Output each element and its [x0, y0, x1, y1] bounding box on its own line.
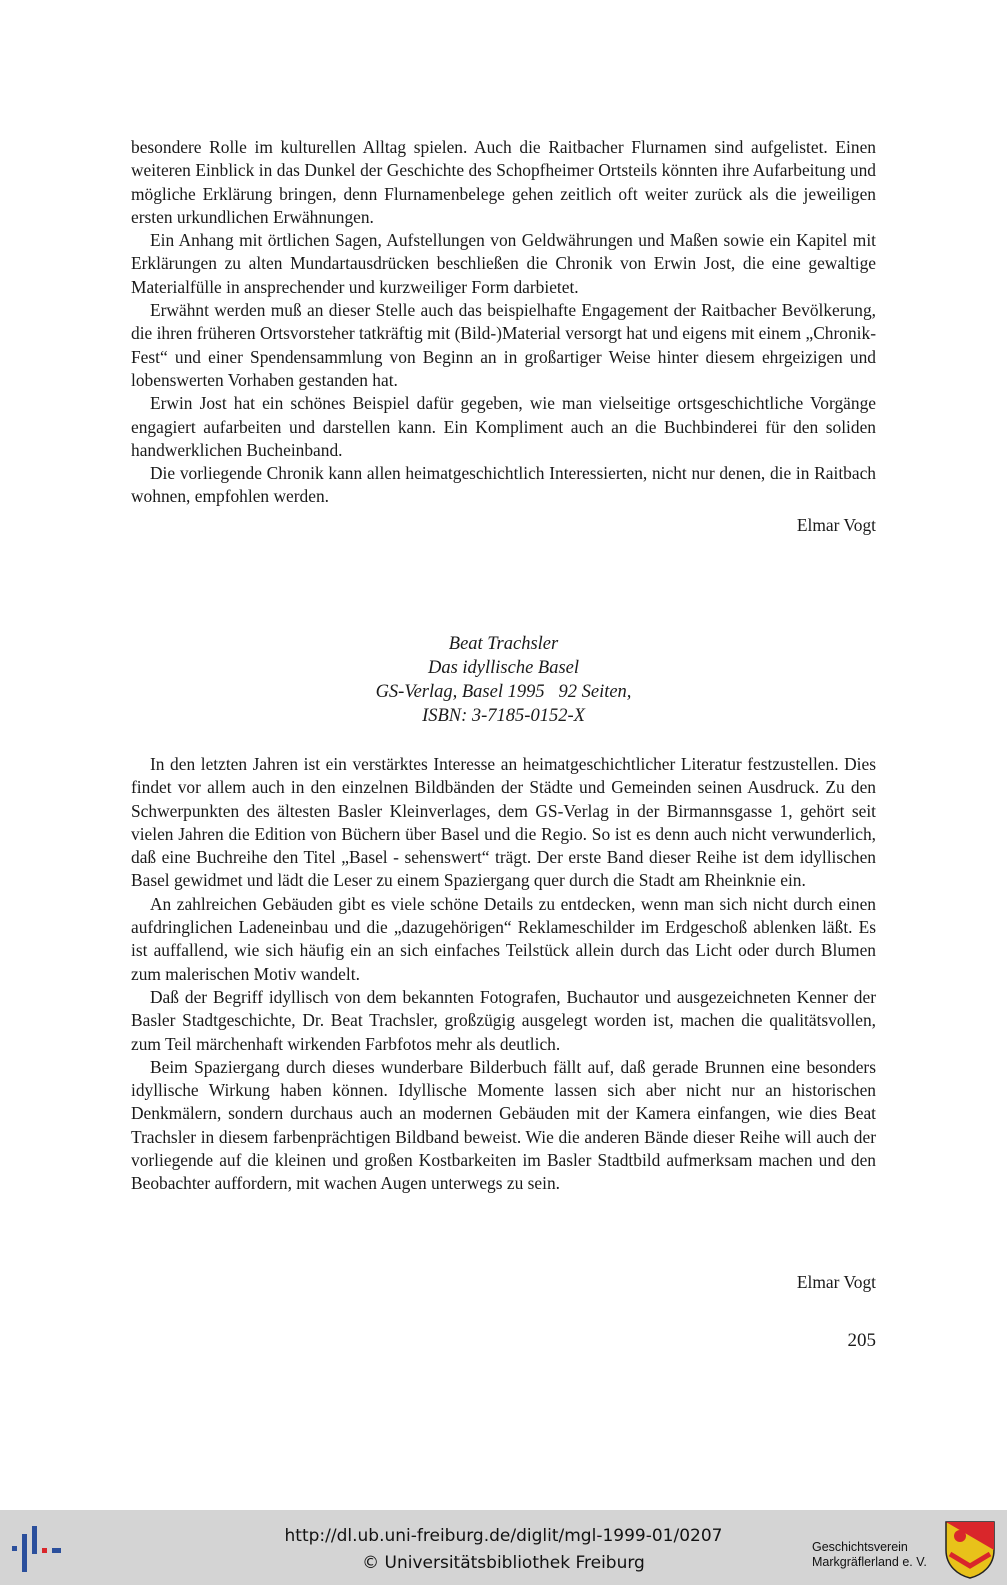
paragraph: Erwin Jost hat ein schönes Beispiel dafür gegeben, wie man vielseitige ortsgeschichtliche Vorgänge engagiert aufarbeiten und darstellen kann. Ein Kompliment auch an die Buchbinderei für den soliden handwerklichen Bucheinband.: [131, 393, 876, 460]
review-2-body: [131, 753, 876, 1196]
footer-bar: [0, 1510, 1007, 1585]
book-publisher: GS-Verlag, Basel 1995 92 Seiten,: [375, 682, 632, 702]
book-author: Beat Trachsler: [448, 634, 559, 654]
society-line-1: Geschichtsverein: [812, 1540, 908, 1554]
book-title: Das idyllische Basel: [427, 658, 580, 678]
paragraph: Beim Spaziergang durch dieses wunderbare Bilderbuch fällt auf, daß gerade Brunnen eine besonders idyllische Wirkung haben können. Idyllische Momente lassen sich aber nicht nur an historischen Denkmälern, sondern durchaus auch an modernen Gebäuden mit der Kamera einfangen, wie dies Beat Trachsler in diesem farbenprächtigen Bildband beweist. Wie die anderen Bände dieser Reihe will auch der vorliegende auf die kleinen und großen Kostbarkeiten im Basler Stadtbild aufmerksam machen und den Beobachter auffordern, mit wachen Augen unterwegs zu sein.: [131, 1056, 876, 1194]
footer-copyright: © Universitätsbibliothek Freiburg: [362, 1553, 645, 1573]
review-2-heading: [131, 632, 876, 728]
paragraph: An zahlreichen Gebäuden gibt es viele schöne Details zu entdecken, wenn man sich nicht durch einen aufdringlichen Ladeneinbau und die „dazugehörigen“ Reklameschilder im Erdgeschoß ablenken läßt. Es ist auffallend, wie sich häufig ein an sich einfaches Teilstück allein durch das Licht oder durch Blumen zum malerischen Motiv wandelt.: [131, 893, 876, 984]
review-1-signature: Elmar Vogt: [796, 515, 876, 535]
paragraph: Ein Anhang mit örtlichen Sagen, Aufstellungen von Geldwährungen und Maßen sowie ein Kapitel mit Erklärungen zu alten Mundartausdrücken beschließen die Chronik von Erwin Jost, die eine gewaltige Materialfülle in ansprechender und kurzweiliger Form darbietet.: [131, 230, 876, 297]
paragraph: Erwähnt werden muß an dieser Stelle auch das beispielhafte Engagement der Raitbacher Bevölkerung, die ihren früheren Ortsvorsteher tatkräftig mit (Bild-)Material versorgt hat und eigens mit einem „Chronik-Fest“ und einer Spendensammlung von Beginn an in großartiger Weise hinter diesem ehrgeizigen und lobenswerten Vorhaben gestanden hat.: [131, 300, 876, 390]
page-number: 205: [847, 1330, 876, 1351]
paragraph: besondere Rolle im kulturellen Alltag spielen. Auch die Raitbacher Flurnamen sind aufgelistet. Einen weiteren Einblick in das Dunkel der Geschichte des Schopfheimer Ortsteils könnten ihre Aufarbeitung und mögliche Erklärung bringen, denn Flurnamenbelege gehen zeitlich oft weiter zurück als die jeweiligen ersten urkundlichen Erwähnungen.: [131, 137, 876, 227]
society-line-2: Markgräflerland e. V.: [812, 1555, 927, 1569]
paragraph: In den letzten Jahren ist ein verstärktes Interesse an heimatgeschichtlicher Literatur festzustellen. Dies findet vor allem auch in den einzelnen Bildbänden der Städte und Gemeinden seinen Ausdruck. Zu den Schwerpunkten des ältesten Basler Kleinverlages, dem GS-Verlag in der Birmannsgasse 1, gehört seit vielen Jahren die Edition von Büchern über Basel und die Regio. So ist es denn auch nicht verwunderlich, daß eine Buchreihe den Titel „Basel - sehenswert“ trägt. Der erste Band dieser Reihe ist dem idyllischen Basel gewidmet und lädt die Leser zu einem Spaziergang quer durch die Stadt am Rheinknie ein.: [131, 754, 876, 891]
book-isbn: ISBN: 3-7185-0152-X: [422, 706, 585, 726]
coat-of-arms-icon: [944, 1520, 996, 1580]
review-1-body: [131, 136, 876, 509]
footer-url[interactable]: http://dl.ub.uni-freiburg.de/diglit/mgl-1999-01/0207: [284, 1526, 723, 1546]
review-2-signature: Elmar Vogt: [796, 1272, 876, 1292]
paragraph: Daß der Begriff idyllisch von dem bekannten Fotografen, Buchautor und ausgezeichneten Kenner der Basler Stadtgeschichte, Dr. Beat Trachsler, großzügig ausgelegt worden ist, machen die qualitätsvollen, zum Teil märchenhaft wirkenden Farbfotos mehr als deutlich.: [131, 986, 876, 1054]
society-name: [812, 1540, 927, 1570]
paragraph: Die vorliegende Chronik kann allen heimatgeschichtlich Interessierten, nicht nur denen, die in Raitbach wohnen, empfohlen werden.: [131, 463, 876, 507]
